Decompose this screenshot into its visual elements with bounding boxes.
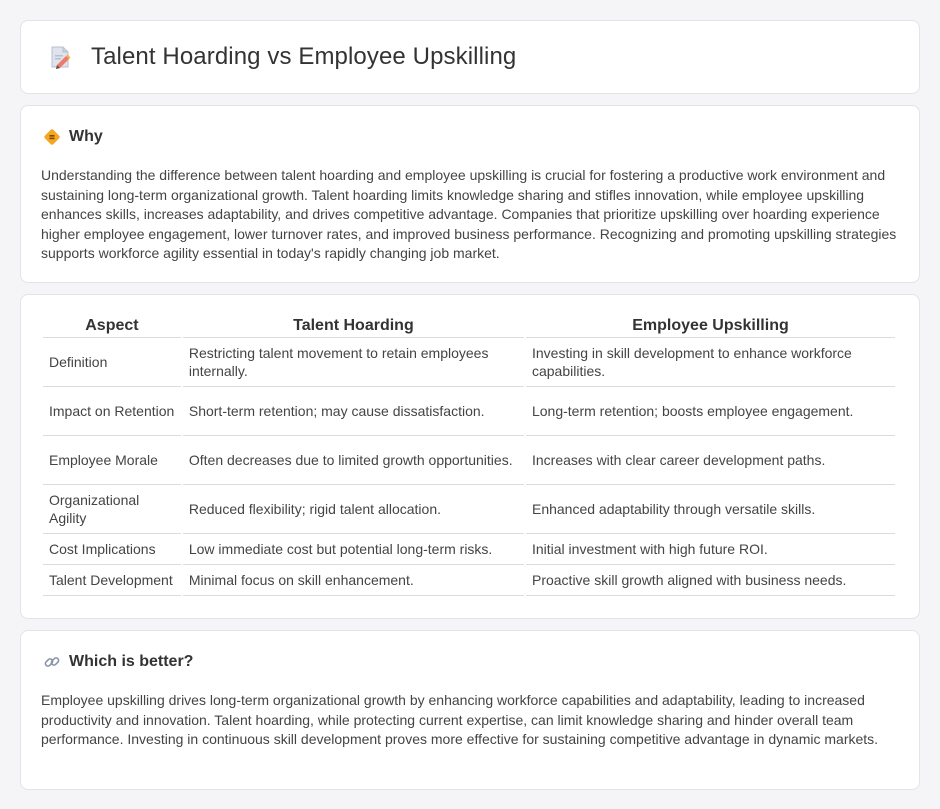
why-heading xyxy=(41,128,899,146)
table-row xyxy=(43,338,895,387)
better-title: Which is better? xyxy=(69,653,194,670)
cell-talent-hoarding: Restricting talent movement to retain employees internally. xyxy=(183,338,524,387)
cell-talent-hoarding: Reduced flexibility; rigid talent allocation. xyxy=(183,485,524,534)
why-section xyxy=(20,105,920,283)
cell-employee-upskilling: Long-term retention; boosts employee engagement. xyxy=(526,387,895,436)
comparison-table xyxy=(41,317,897,596)
table-header-row xyxy=(43,317,895,338)
cell-aspect: Cost Implications xyxy=(43,534,181,565)
link-icon xyxy=(43,653,61,671)
cell-employee-upskilling: Initial investment with high future ROI. xyxy=(526,534,895,565)
page-title: Talent Hoarding vs Employee Upskilling xyxy=(91,43,517,70)
why-text: Understanding the difference between talent hoarding and employee upskilling is crucial for fostering a productive work environment and sustaining long-term organizational growth. Talent hoarding limits knowledge sharing and stifles innovation, while employee upskilling enhances skills, increases adaptability, and drives competitive advantage. Companies that prioritize upskilling over hoarding experience higher employee engagement, lower turnover rates, and improved business performance. Recognizing and promoting upskilling strategies supports workforce agility essential in today's rapidly changing job market. xyxy=(41,167,897,262)
cell-aspect: Talent Development xyxy=(43,565,181,596)
header-card xyxy=(20,20,920,94)
table-row xyxy=(43,565,895,596)
cell-talent-hoarding: Low immediate cost but potential long-term risks. xyxy=(183,534,524,565)
header-talent-hoarding: Talent Hoarding xyxy=(183,317,524,338)
cell-aspect: Employee Morale xyxy=(43,436,181,485)
cell-talent-hoarding: Minimal focus on skill enhancement. xyxy=(183,565,524,596)
comparison-section xyxy=(20,294,920,619)
header-employee-upskilling: Employee Upskilling xyxy=(526,317,895,338)
cell-employee-upskilling: Enhanced adaptability through versatile skills. xyxy=(526,485,895,534)
cell-aspect: Organizational Agility xyxy=(43,485,181,534)
cell-employee-upskilling: Investing in skill development to enhance workforce capabilities. xyxy=(526,338,895,387)
cell-employee-upskilling: Increases with clear career development paths. xyxy=(526,436,895,485)
better-heading xyxy=(41,653,899,671)
document-pencil-icon xyxy=(47,44,73,70)
diamond-sign-icon xyxy=(43,128,61,146)
why-title: Why xyxy=(69,128,103,145)
which-is-better-section xyxy=(20,630,920,790)
cell-aspect: Impact on Retention xyxy=(43,387,181,436)
table-row xyxy=(43,436,895,485)
better-text: Employee upskilling drives long-term organizational growth by enhancing workforce capabilities and adaptability, leading to increased productivity and innovation. Talent hoarding, while protecting current expertise, can limit knowledge sharing and hinder overall team performance. Investing in continuous skill development proves more effective for sustaining competitive advantage in dynamic markets. xyxy=(41,692,879,748)
cell-employee-upskilling: Proactive skill growth aligned with business needs. xyxy=(526,565,895,596)
table-row xyxy=(43,485,895,534)
cell-talent-hoarding: Often decreases due to limited growth opportunities. xyxy=(183,436,524,485)
cell-talent-hoarding: Short-term retention; may cause dissatisfaction. xyxy=(183,387,524,436)
table-row xyxy=(43,534,895,565)
header-aspect: Aspect xyxy=(43,317,181,338)
table-row xyxy=(43,387,895,436)
cell-aspect: Definition xyxy=(43,338,181,387)
